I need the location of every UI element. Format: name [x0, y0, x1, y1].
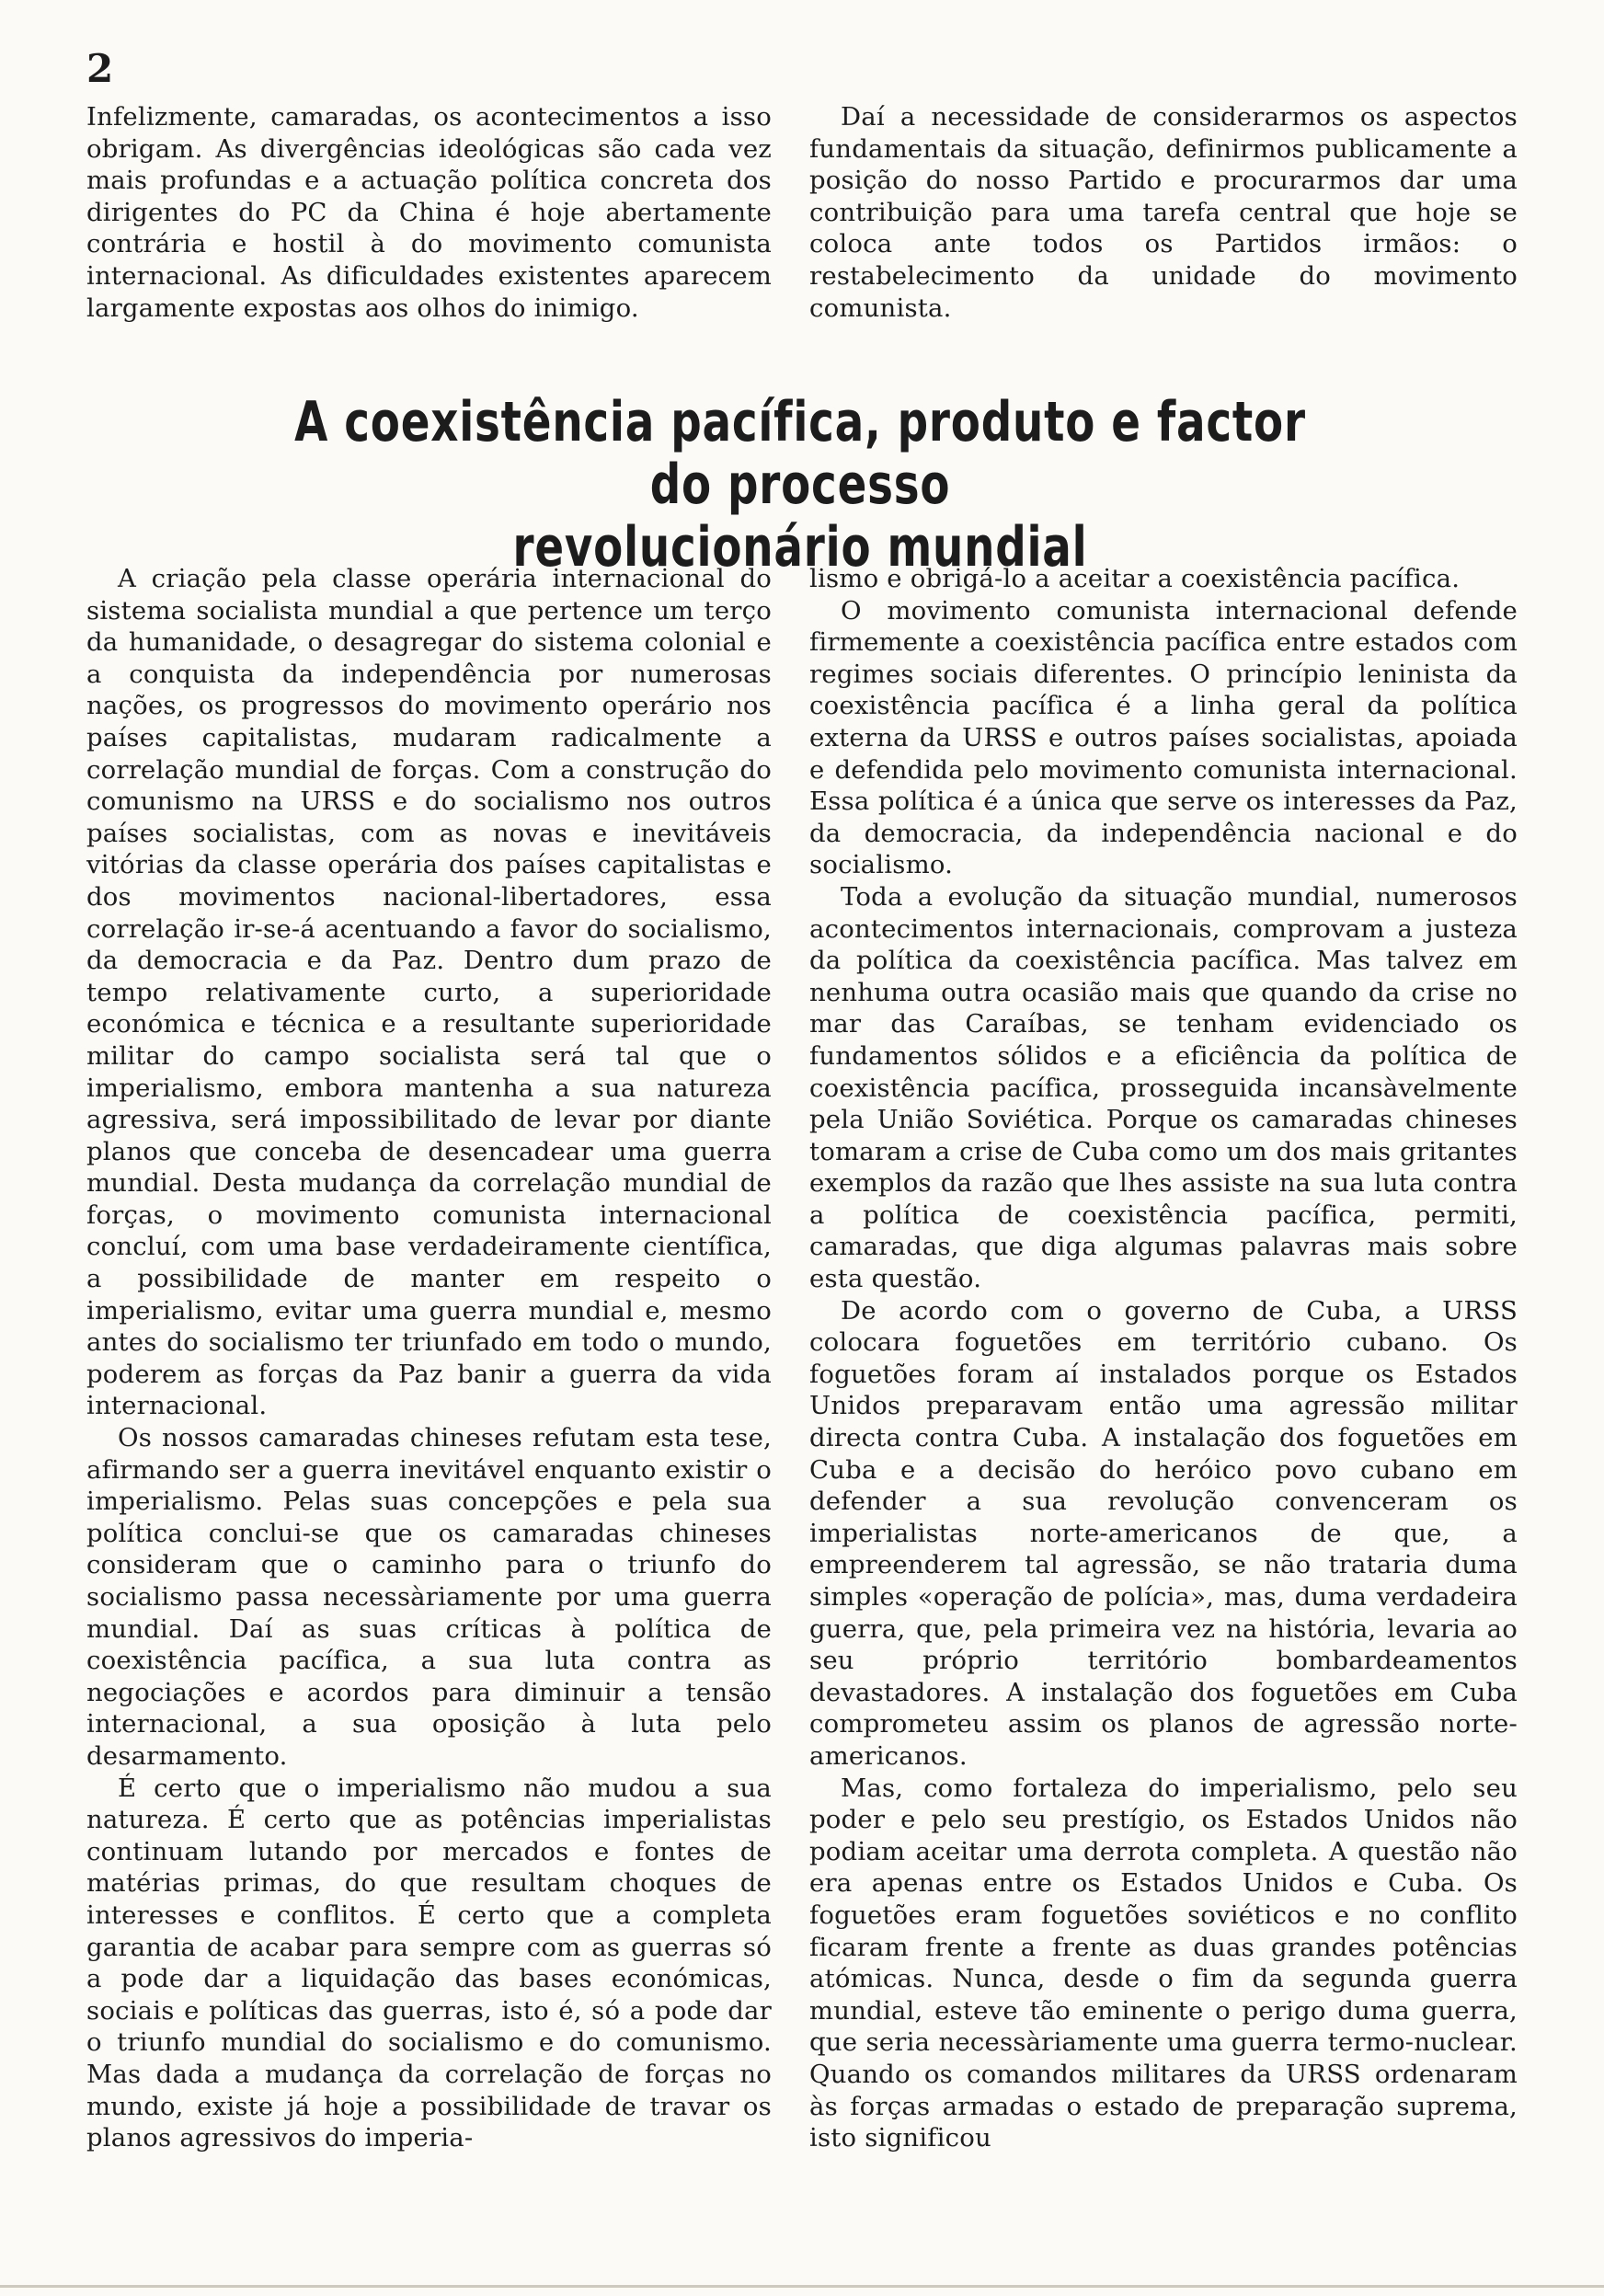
- paragraph: A criação pela classe operária internacional do sistema socialista mundial a que pertence um terço da humanidade, o desagregar do sistema colonial e a conquista da independência por numerosas nações, os progressos do movimento operário nos países capitalistas, mudaram radicalmente a correlação mundial de forças. Com a construção do comunismo na URSS e do socialismo nos outros países socialistas, com as novas e inevitáveis vitórias da classe operária dos países capitalistas e dos movimentos nacional-libertadores, essa correlação ir-se-á acentuando a favor do socialismo, da democracia e da Paz. Dentro dum prazo de tempo relativamente curto, a superioridade económica e técnica e a resultante superioridade militar do campo socialista será tal que o imperialismo, embora mantenha a sua natureza agressiva, será impossibilitado de levar por diante planos que conceba de desencadear uma guerra mundial. Desta mudança da correlação mundial de forças, o movimento comunista internacional concluí, com uma base verdadeiramente científica, a possibilidade de manter em respeito o imperialismo, evitar uma guerra mundial e, mesmo antes do socialismo ter triunfado em todo o mundo, poderem as forças da Paz banir a guerra da vida internacional.: [86, 564, 772, 1421]
- paragraph: Infelizmente, camaradas, os acontecimentos a isso obrigam. As divergências ideológicas são cada vez mais profundas e a actuação política concreta dos dirigentes do PC da China é hoje abertamente contrária e hostil à do movimento comunista internacional. As dificuldades existentes aparecem largamente expostas aos olhos do inimigo.: [86, 102, 772, 323]
- intro-column-right: [809, 101, 1518, 324]
- paragraph: Os nossos camaradas chineses refutam esta tese, afirmando ser a guerra inevitável enquanto existir o imperialismo. Pelas suas concepções e pela sua política conclui-se que os camaradas chineses consideram que o caminho para o triunfo do socialismo passa necessàriamente por uma guerra mundial. Daí as suas críticas à política de coexistência pacífica, a sua luta contra as negociações e acordos para diminuir a tensão internacional, a sua oposição à luta pelo desarmamento.: [86, 1423, 772, 1771]
- page-number: 2: [86, 46, 114, 91]
- headline-line-1: A coexistência pacífica, produto e factor do processo: [294, 390, 1306, 517]
- headline-line-2: revolucionário mundial: [512, 515, 1088, 580]
- paragraph: Daí a necessidade de considerarmos os aspectos fundamentais da situação, definirmos publicamente a posição do nosso Partido e procurarmos dar uma contribuição para uma tarefa central que hoje se coloca ante todos os Partidos irmãos: o restabelecimento da unidade do movimento comunista.: [809, 102, 1518, 323]
- article-column-left: [86, 563, 772, 2154]
- paragraph: De acordo com o governo de Cuba, a URSS colocara foguetões em território cubano. Os foguetões foram aí instalados porque os Estados Unidos preparavam então uma agressão militar directa contra Cuba. A instalação dos foguetões em Cuba e a decisão do heróico povo cubano em defender a sua revolução convenceram os imperialistas norte-americanos de que, a empreenderem tal agressão, se não trataria duma simples «operação de polícia», mas, duma verdadeira guerra, que, pela primeira vez na história, levaria ao seu próprio território bombardeamentos devastadores. A instalação dos foguetões em Cuba comprometeu assim os planos de agressão norte-americanos.: [809, 1295, 1518, 1771]
- paragraph: Toda a evolução da situação mundial, numerosos acontecimentos internacionais, comprovam a justeza da política da coexistência pacífica. Mas talvez em nenhuma outra ocasião mais que quando da crise no mar das Caraíbas, se tenham evidenciado os fundamentos sólidos e a eficiência da política de coexistência pacífica, prosseguida incansàvelmente pela União Soviética. Porque os camaradas chineses tomaram a crise de Cuba como um dos mais gritantes exemplos da razão que lhes assiste na sua luta contra a política de coexistência pacífica, permiti, camaradas, que diga algumas palavras mais sobre esta questão.: [809, 881, 1518, 1294]
- paragraph: Mas, como fortaleza do imperialismo, pelo seu poder e pelo seu prestígio, os Estados Unidos não podiam aceitar uma derrota completa. A questão não era apenas entre os Estados Unidos e Cuba. Os foguetões eram foguetões soviéticos e no conflito ficaram frente a frente as duas grandes potências atómicas. Nunca, desde o fim da segunda guerra mundial, esteve tão eminente o perigo duma guerra, que seria necessàriamente uma guerra termo-nuclear. Quando os comandos militares da URSS ordenaram às forças armadas o estado de preparação suprema, isto significou: [809, 1773, 1518, 2153]
- intro-column-left: [86, 101, 772, 324]
- page-bottom-edge: [0, 2285, 1604, 2288]
- article-headline: [283, 391, 1316, 579]
- article-column-right: [809, 563, 1518, 2154]
- paragraph: O movimento comunista internacional defende firmemente a coexistência pacífica entre estados com regimes sociais diferentes. O princípio leninista da coexistência pacífica é a linha geral da política externa da URSS e outros países socialistas, apoiada e defendida pelo movimento comunista internacional. Essa política é a única que serve os interesses da Paz, da democracia, da independência nacional e do socialismo.: [809, 595, 1518, 880]
- paragraph: lismo e obrigá-lo a aceitar a coexistência pacífica.: [809, 564, 1461, 593]
- paragraph: É certo que o imperialismo não mudou a sua natureza. É certo que as potências imperialistas continuam lutando por mercados e fontes de matérias primas, do que resultam choques de interesses e conflitos. É certo que a completa garantia de acabar para sempre com as guerras só a pode dar a liquidação das bases económicas, sociais e políticas das guerras, isto é, só a pode dar o triunfo mundial do socialismo e do comunismo. Mas dada a mudança da correlação de forças no mundo, existe já hoje a possibilidade de travar os planos agressivos do imperia-: [86, 1773, 772, 2153]
